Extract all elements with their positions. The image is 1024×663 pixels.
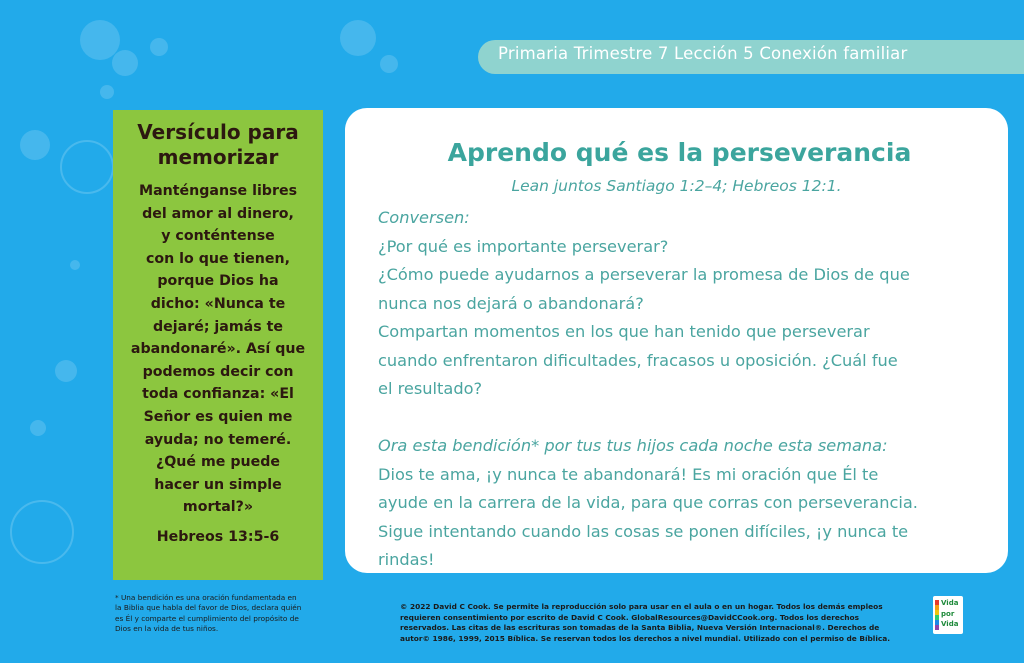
verse-line: mortal?» <box>182 499 254 516</box>
logo-stripes-icon <box>935 600 939 630</box>
memory-verse-title: Versículo para memorizar <box>137 120 299 169</box>
paragraph-gap <box>378 404 998 433</box>
reading-reference: Lean juntos Santiago 1:2–4; Hebreos 12:1. <box>511 177 842 195</box>
bubble-decoration <box>100 85 114 99</box>
blessing-line: ayude en la carrera de la vida, para que corras con perseverancia. <box>378 493 918 512</box>
bubble-decoration <box>340 20 376 56</box>
lesson-title: Aprendo qué es la perseverancia <box>447 138 912 167</box>
verse-line: hacer un simple <box>154 476 282 493</box>
verse-line: y conténtense <box>161 228 275 245</box>
lesson-body <box>378 204 998 575</box>
bubble-decoration <box>112 50 138 76</box>
memory-verse-reference: Hebreos 13:5-6 <box>156 528 280 545</box>
footnote-line: la Biblia que habla del favor de Dios, declara quién <box>115 603 302 613</box>
logo-line: por <box>941 609 955 618</box>
copyright-line: autor© 1986, 1999, 2015 Bíblica. Se reservan todos los derechos a nivel mundial. Utilizado con el permiso de Bíblica. <box>400 633 891 643</box>
logo-stripe <box>935 625 939 630</box>
verse-line: toda confianza: «El <box>142 386 294 403</box>
footnote-line: es Él y comparte el cumplimiento del propósito de <box>115 613 299 623</box>
question-line: el resultado? <box>378 379 483 398</box>
bubble-decoration <box>30 420 46 436</box>
verse-line: ¿Qué me puede <box>156 454 280 471</box>
copyright-notice <box>400 602 930 644</box>
blessing-line: Sigue intentando cuando las cosas se ponen difíciles, ¡y nunca te <box>378 521 909 541</box>
blessing-label: Ora esta bendición* por tus tus hijos cada noche esta semana: <box>378 436 888 455</box>
logo-text <box>941 598 963 630</box>
blessing-line: Dios te ama, ¡y nunca te abandonará! Es mi oración que Él te <box>378 464 879 484</box>
verse-line: con lo que tienen, <box>145 250 291 267</box>
verse-line: Señor es quien me <box>143 408 293 425</box>
bubble-decoration <box>55 360 77 382</box>
vida-por-vida-logo <box>933 596 963 634</box>
memory-verse-box <box>113 110 323 580</box>
verse-line: dicho: «Nunca te <box>150 295 286 312</box>
verse-line: porque Dios ha <box>157 273 279 290</box>
footnote-line: * Una bendición es una oración fundamentada en <box>115 593 297 602</box>
converse-label: Conversen: <box>378 208 470 227</box>
verse-line: dejaré; jamás te <box>152 318 284 335</box>
ring-decoration <box>10 500 74 564</box>
blessing-line: rindas! <box>378 550 435 569</box>
footnote-line: Dios en la vida de tus niños. <box>115 624 219 634</box>
bubble-decoration <box>20 130 50 160</box>
verse-line: abandonaré». Así que <box>130 341 306 358</box>
verse-line: ayuda; no temeré. <box>144 431 292 448</box>
bubble-decoration <box>70 260 80 270</box>
verse-line: Manténganse libres <box>138 183 298 199</box>
question-line: ¿Por qué es importante perseverar? <box>378 236 669 256</box>
blessing-footnote <box>115 593 330 635</box>
ring-decoration <box>60 140 114 194</box>
bubble-decoration <box>380 55 398 73</box>
verse-line: podemos decir con <box>142 363 294 380</box>
question-line: ¿Cómo puede ayudarnos a perseverar la promesa de Dios de que <box>378 265 910 284</box>
verse-line: del amor al dinero, <box>142 205 294 222</box>
question-line: cuando enfrentaron dificultades, fracasos u oposición. ¿Cuál fue <box>378 350 898 370</box>
memory-verse-text <box>121 180 315 519</box>
copyright-line: requieren consentimiento por escrito de David C Cook. GlobalResources@DavidCCook.org. Todos los derechos <box>400 612 859 622</box>
copyright-line: © 2022 David C Cook. Se permite la reproducción solo para usar en el aula o en un hogar. Todos los demás empleos <box>400 602 883 611</box>
header-title: Primaria Trimestre 7 Lección 5 Conexión familiar <box>498 44 908 63</box>
question-line: Compartan momentos en los que han tenido que perseverar <box>378 322 870 341</box>
question-line: nunca nos dejará o abandonará? <box>378 293 644 313</box>
logo-line: Vida <box>941 620 959 628</box>
logo-line: Vida <box>941 599 959 607</box>
bubble-decoration <box>150 38 168 56</box>
copyright-line: reservados. Las citas de las escrituras son tomadas de la Santa Biblia, Nueva Versión Internacional®. Derechos de <box>400 623 880 633</box>
